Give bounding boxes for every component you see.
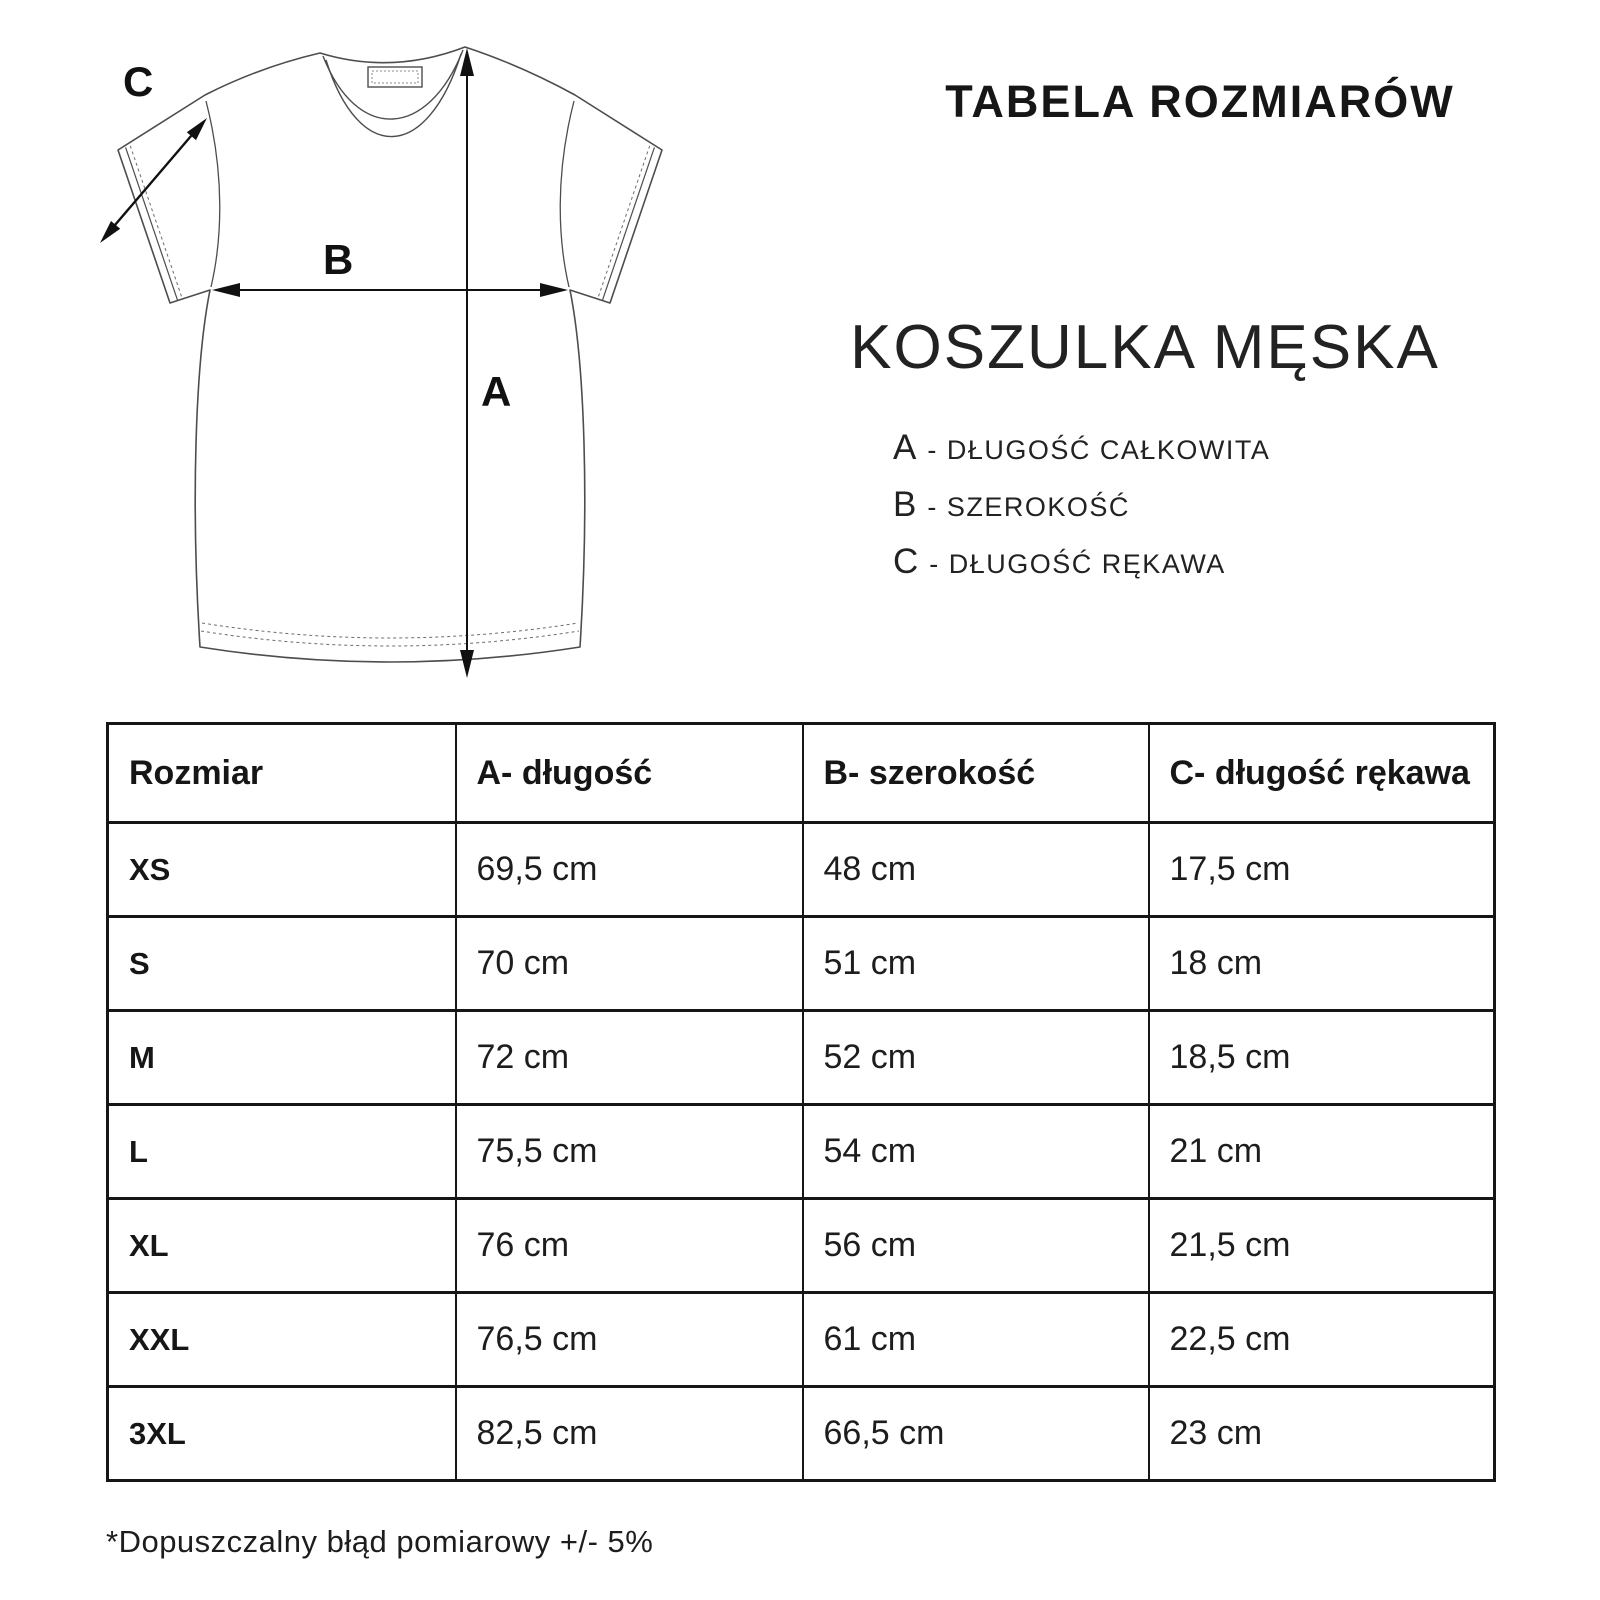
page-title: TABELA ROZMIARÓW: [945, 76, 1455, 127]
legend-label-a: - DŁUGOŚĆ CAŁKOWITA: [927, 435, 1271, 465]
value-a: 69,5 cm: [456, 823, 803, 917]
value-c: 21,5 cm: [1149, 1199, 1495, 1293]
value-a: 82,5 cm: [456, 1387, 803, 1481]
measurement-tolerance-note: *Dopuszczalny błąd pomiarowy +/- 5%: [106, 1524, 654, 1559]
arrow-a-head-bottom: [460, 650, 474, 678]
value-b: 52 cm: [803, 1011, 1149, 1105]
size-label: XS: [108, 823, 456, 917]
table-row: [108, 1105, 1495, 1199]
value-c: 22,5 cm: [1149, 1293, 1495, 1387]
size-label: M: [108, 1011, 456, 1105]
table-row: [108, 917, 1495, 1011]
table-header-row: [108, 724, 1495, 823]
value-c: 18 cm: [1149, 917, 1495, 1011]
column-header-b: B- szerokość: [803, 724, 1149, 823]
tshirt-measurement-diagram: [95, 25, 685, 695]
value-b: 66,5 cm: [803, 1387, 1149, 1481]
column-header-a: A- długość: [456, 724, 803, 823]
value-b: 51 cm: [803, 917, 1149, 1011]
value-a: 76,5 cm: [456, 1293, 803, 1387]
column-header-size: Rozmiar: [108, 724, 456, 823]
legend-item-b: [893, 485, 1270, 525]
dimension-label-c: C: [123, 58, 154, 105]
legend-label-b: - SZEROKOŚĆ: [927, 492, 1130, 522]
value-c: 23 cm: [1149, 1387, 1495, 1481]
product-name: KOSZULKA MĘSKA: [850, 313, 1440, 382]
legend-item-c: [893, 542, 1270, 582]
column-header-c: C- długość rękawa: [1149, 724, 1495, 823]
tshirt-drawing: [95, 25, 685, 695]
size-label: 3XL: [108, 1387, 456, 1481]
value-b: 48 cm: [803, 823, 1149, 917]
value-b: 61 cm: [803, 1293, 1149, 1387]
dimension-label-b: B: [323, 236, 354, 283]
size-label: L: [108, 1105, 456, 1199]
value-c: 17,5 cm: [1149, 823, 1495, 917]
size-label: XL: [108, 1199, 456, 1293]
value-a: 72 cm: [456, 1011, 803, 1105]
value-a: 76 cm: [456, 1199, 803, 1293]
legend-key-b: B: [893, 485, 918, 524]
value-b: 56 cm: [803, 1199, 1149, 1293]
table-row: [108, 1011, 1495, 1105]
value-a: 75,5 cm: [456, 1105, 803, 1199]
legend-item-a: [893, 428, 1270, 468]
legend-label-c: - DŁUGOŚĆ RĘKAWA: [929, 549, 1226, 579]
table-row: [108, 823, 1495, 917]
arrow-c-head-bottom: [100, 221, 120, 243]
size-table: [106, 722, 1496, 1482]
legend-key-c: C: [893, 542, 920, 581]
value-b: 54 cm: [803, 1105, 1149, 1199]
size-label: XXL: [108, 1293, 456, 1387]
tshirt-outline: [118, 47, 662, 662]
size-label: S: [108, 917, 456, 1011]
table-row: [108, 1199, 1495, 1293]
measurement-legend: [893, 428, 1270, 599]
value-a: 70 cm: [456, 917, 803, 1011]
table-row: [108, 1293, 1495, 1387]
value-c: 18,5 cm: [1149, 1011, 1495, 1105]
table-row: [108, 1387, 1495, 1481]
dimension-label-a: A: [481, 368, 512, 415]
care-label: [368, 67, 422, 87]
legend-key-a: A: [893, 428, 918, 467]
value-c: 21 cm: [1149, 1105, 1495, 1199]
